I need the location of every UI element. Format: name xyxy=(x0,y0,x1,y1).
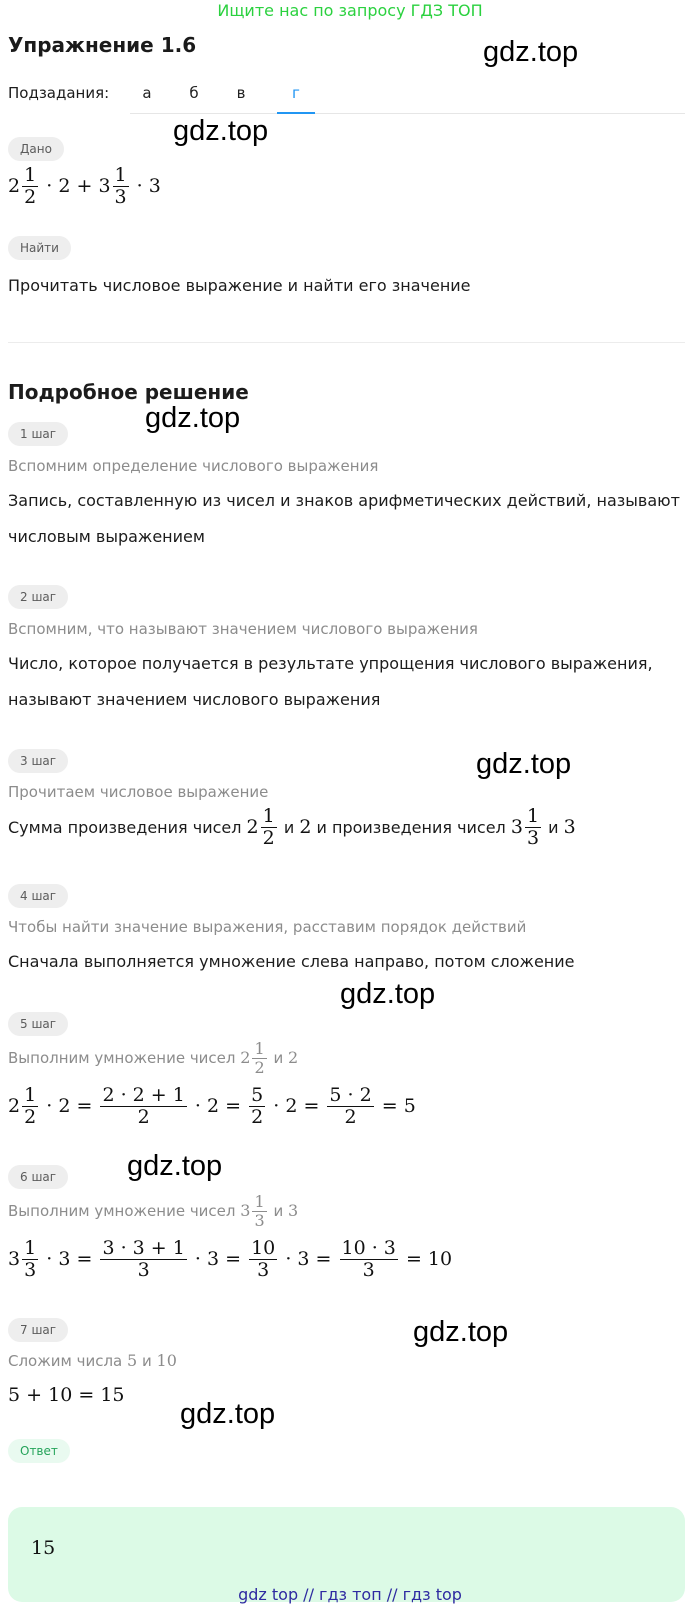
step-5-caption: Выполним умножение чисел 2 $\frac{1}{2}$ и 2 xyxy=(8,1039,299,1077)
step-5-equation: 2 $\frac{1}{2}$ · 2 = $\frac{2 \cdot 2 + 1}{2}$ · 2 = $\frac{5}{2}$ · 2 = $\frac{5 \cdot 2}{2}$ = 5 xyxy=(8,1084,416,1129)
answer-badge: Ответ xyxy=(8,1439,70,1463)
step-3-text: Сумма произведения чисел 2 $\frac{1}{2}$ и 2 и произведения чисел 3 $\frac{1}{3}$ и 3 xyxy=(8,805,576,850)
active-tab-indicator xyxy=(277,112,315,114)
step-2-caption: Вспомним, что называют значением числового выражения xyxy=(8,620,478,638)
step-1-text-line1: Запись, составленную из чисел и знаков арифметических действий, называют xyxy=(8,491,680,510)
watermark: gdz.top xyxy=(127,1150,223,1182)
step-4-caption: Чтобы найти значение выражения, расставим порядок действий xyxy=(8,918,527,936)
step-4-text: Сначала выполняется умножение слева направо, потом сложение xyxy=(8,952,575,971)
step-3-caption: Прочитаем числовое выражение xyxy=(8,783,269,801)
find-text: Прочитать числовое выражение и найти его значение xyxy=(8,276,471,295)
solution-title: Подробное решение xyxy=(8,380,249,404)
given-expression: 2 $\frac{1}{2}$ · 2 + 3 $\frac{1}{3}$ · 3 xyxy=(8,164,161,209)
step-1-text-line2: числовым выражением xyxy=(8,527,205,546)
watermark: gdz.top xyxy=(180,1398,276,1430)
subtasks-label: Подзадания: xyxy=(8,84,110,102)
tab-a[interactable]: а xyxy=(142,84,152,102)
step-1-badge: 1 шаг xyxy=(8,422,68,446)
watermark: gdz.top xyxy=(476,748,572,780)
watermark: gdz.top xyxy=(340,978,436,1010)
step-2-badge: 2 шаг xyxy=(8,585,68,609)
watermark: gdz.top xyxy=(483,36,579,68)
step-4-badge: 4 шаг xyxy=(8,884,68,908)
tabs-divider xyxy=(130,113,685,114)
step-7-equation: 5 + 10 = 15 xyxy=(8,1384,125,1406)
step-2-text-line2: называют значением числового выражения xyxy=(8,690,381,709)
step-2-text-line1: Число, которое получается в результате упрощения числового выражения, xyxy=(8,654,653,673)
page-title: Упражнение 1.6 xyxy=(8,33,197,57)
divider xyxy=(8,342,685,343)
find-badge: Найти xyxy=(8,236,71,260)
step-6-equation: 3 $\frac{1}{3}$ · 3 = $\frac{3 \cdot 3 + 1}{3}$ · 3 = $\frac{10}{3}$ · 3 = $\frac{10 \cdot 3}{3}$ = 10 xyxy=(8,1237,453,1282)
step-6-caption: Выполним умножение чисел 3 $\frac{1}{3}$ и 3 xyxy=(8,1192,299,1230)
step-5-badge: 5 шаг xyxy=(8,1012,68,1036)
step-3-badge: 3 шаг xyxy=(8,749,68,773)
footer-links[interactable]: gdz top // гдз топ // гдз top xyxy=(238,1585,462,1604)
tab-v[interactable]: в xyxy=(236,84,246,102)
answer-value: 15 xyxy=(31,1537,56,1559)
tab-g[interactable]: г xyxy=(292,84,300,102)
watermark: gdz.top xyxy=(173,115,269,147)
search-banner: Ищите нас по запросу ГДЗ ТОП xyxy=(217,1,483,20)
step-1-caption: Вспомним определение числового выражения xyxy=(8,457,379,475)
tab-b[interactable]: б xyxy=(189,84,199,102)
step-7-badge: 7 шаг xyxy=(8,1318,68,1342)
given-badge: Дано xyxy=(8,137,64,161)
watermark: gdz.top xyxy=(413,1316,509,1348)
step-7-caption: Сложим числа 5 и 10 xyxy=(8,1351,177,1370)
watermark: gdz.top xyxy=(145,402,241,434)
step-6-badge: 6 шаг xyxy=(8,1165,68,1189)
